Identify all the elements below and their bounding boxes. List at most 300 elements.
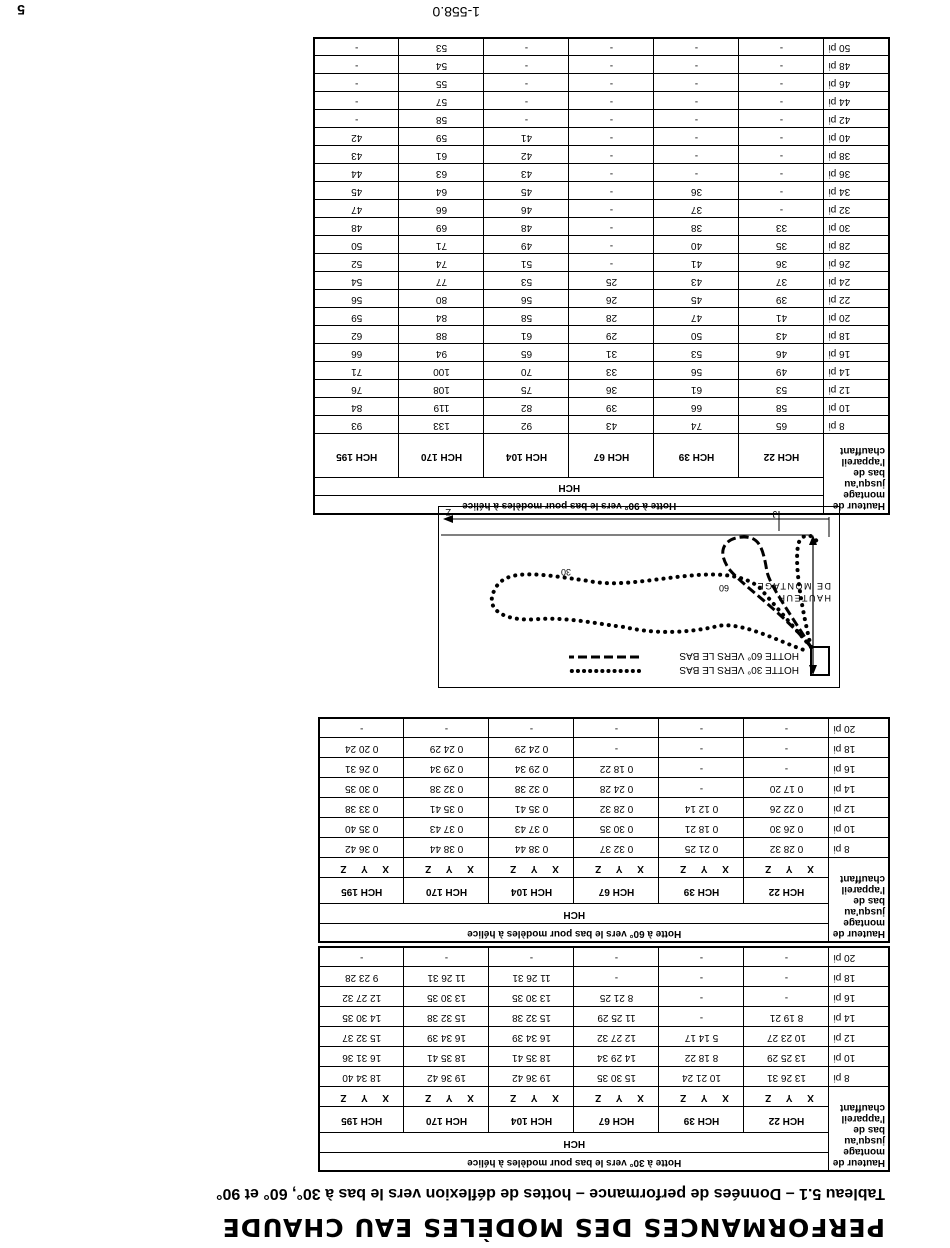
table-cell: 0 20 24 bbox=[319, 738, 404, 758]
model-header: HCH 39 bbox=[654, 434, 739, 478]
table-cell: 8 19 21 bbox=[744, 1007, 829, 1027]
model-header: HCH 170 bbox=[404, 1107, 489, 1133]
table-cell: 43 bbox=[484, 164, 569, 182]
row-height-label: 24 pi bbox=[824, 272, 889, 290]
row-height-label: 10 pi bbox=[824, 398, 889, 416]
table-cell: 0 17 20 bbox=[744, 778, 829, 798]
table-row bbox=[319, 1047, 889, 1067]
table-cell: - bbox=[654, 38, 739, 56]
hch-header: HCH bbox=[314, 478, 824, 496]
table-cell: - bbox=[569, 218, 654, 236]
row-height-label: 32 pi bbox=[824, 200, 889, 218]
hch-header: HCH bbox=[319, 1133, 829, 1153]
xyz-header: X Y Z bbox=[319, 1087, 404, 1107]
table-row bbox=[314, 416, 889, 434]
table-cell: 58 bbox=[484, 308, 569, 326]
table-cell: - bbox=[654, 164, 739, 182]
table-row bbox=[319, 967, 889, 987]
table-cell: 13 30 35 bbox=[404, 987, 489, 1007]
table-cell: 53 bbox=[654, 344, 739, 362]
row-height-label: 20 pi bbox=[829, 947, 889, 967]
table-cell: 119 bbox=[399, 398, 484, 416]
table-cell: 38 bbox=[654, 218, 739, 236]
table-cell: 56 bbox=[484, 290, 569, 308]
model-header: HCH 22 bbox=[739, 434, 824, 478]
table-cell: 70 bbox=[484, 362, 569, 380]
table-cell: 0 37 43 bbox=[489, 818, 574, 838]
table-cell: 37 bbox=[739, 272, 824, 290]
table-row bbox=[314, 110, 889, 128]
model-header: HCH 67 bbox=[569, 434, 654, 478]
table-cell: 11 26 31 bbox=[404, 967, 489, 987]
xyz-header: X Y Z bbox=[574, 858, 659, 878]
table-cell: 0 28 32 bbox=[744, 838, 829, 858]
table-row bbox=[319, 798, 889, 818]
table-cell: - bbox=[484, 110, 569, 128]
mount-label-2: DE MONTAGE bbox=[756, 581, 831, 591]
dim-z-label: Z bbox=[445, 507, 451, 517]
row-height-label: 12 pi bbox=[824, 380, 889, 398]
table-cell: 74 bbox=[399, 254, 484, 272]
table-cell: - bbox=[739, 74, 824, 92]
table-cell: 0 21 25 bbox=[659, 838, 744, 858]
table-cell: - bbox=[569, 128, 654, 146]
table-cell: - bbox=[659, 718, 744, 738]
xyz-header: X Y Z bbox=[489, 858, 574, 878]
model-header: HCH 195 bbox=[314, 434, 399, 478]
table-cell: - bbox=[319, 947, 404, 967]
table-cell: - bbox=[569, 74, 654, 92]
table-cell: 61 bbox=[654, 380, 739, 398]
table-cell: 65 bbox=[739, 416, 824, 434]
table-cell: - bbox=[739, 110, 824, 128]
table-cell: 16 31 36 bbox=[319, 1047, 404, 1067]
xyz-header: X Y Z bbox=[659, 1087, 744, 1107]
table-90-degree bbox=[313, 37, 890, 515]
table-row bbox=[319, 1027, 889, 1047]
model-header: HCH 170 bbox=[404, 878, 489, 904]
table-row bbox=[314, 218, 889, 236]
table-cell: 36 bbox=[739, 254, 824, 272]
table-cell: 0 26 31 bbox=[319, 758, 404, 778]
table-cell: 31 bbox=[569, 344, 654, 362]
table-cell: 108 bbox=[399, 380, 484, 398]
table-cell: 75 bbox=[484, 380, 569, 398]
xyz-header: X Y Z bbox=[744, 858, 829, 878]
table-cell: 64 bbox=[399, 182, 484, 200]
table-cell: - bbox=[574, 947, 659, 967]
table-cell: - bbox=[569, 236, 654, 254]
table-row bbox=[314, 236, 889, 254]
table-cell: 41 bbox=[484, 128, 569, 146]
row-height-label: 44 pi bbox=[824, 92, 889, 110]
table-row bbox=[319, 718, 889, 738]
mount-height-label: Hauteur de montage jusqu'au bas de l'appareil chauffant bbox=[824, 434, 889, 514]
row-height-label: 8 pi bbox=[824, 416, 889, 434]
table-cell: 0 30 35 bbox=[574, 818, 659, 838]
table-cell: 0 24 28 bbox=[574, 778, 659, 798]
table-cell: 51 bbox=[484, 254, 569, 272]
table-cell: 10 23 27 bbox=[744, 1027, 829, 1047]
table-cell: 13 26 31 bbox=[744, 1067, 829, 1087]
table-cell: 76 bbox=[314, 380, 399, 398]
table-cell: 9 23 28 bbox=[319, 967, 404, 987]
table-cell: 0 38 44 bbox=[489, 838, 574, 858]
table-row bbox=[319, 818, 889, 838]
model-header: HCH 104 bbox=[484, 434, 569, 478]
table-cell: 56 bbox=[314, 290, 399, 308]
table-cell: 15 32 38 bbox=[404, 1007, 489, 1027]
table-cell: 0 32 38 bbox=[404, 778, 489, 798]
table-cell: 0 30 35 bbox=[319, 778, 404, 798]
table-cell: - bbox=[654, 92, 739, 110]
table-cell: 8 18 22 bbox=[659, 1047, 744, 1067]
table-cell: 26 bbox=[569, 290, 654, 308]
table-caption: Hotte à 60° vers le bas pour modèles à hélice bbox=[319, 924, 829, 942]
table-cell: - bbox=[314, 110, 399, 128]
table-cell: - bbox=[404, 947, 489, 967]
table-row bbox=[314, 326, 889, 344]
table-cell: 0 35 41 bbox=[404, 798, 489, 818]
table-cell: - bbox=[744, 718, 829, 738]
table-cell: - bbox=[484, 38, 569, 56]
table-cell: 35 bbox=[739, 236, 824, 254]
table-cell: 40 bbox=[654, 236, 739, 254]
xyz-header: X Y Z bbox=[319, 858, 404, 878]
table-cell: 49 bbox=[739, 362, 824, 380]
table-cell: - bbox=[314, 38, 399, 56]
table-cell: 0 24 29 bbox=[404, 738, 489, 758]
model-header: HCH 195 bbox=[319, 878, 404, 904]
table-cell: 57 bbox=[399, 92, 484, 110]
row-height-label: 8 pi bbox=[829, 1067, 889, 1087]
table-cell: 43 bbox=[654, 272, 739, 290]
table-cell: 47 bbox=[314, 200, 399, 218]
xyz-header: X Y Z bbox=[744, 1087, 829, 1107]
row-height-label: 46 pi bbox=[824, 74, 889, 92]
row-height-label: 12 pi bbox=[829, 798, 889, 818]
table-cell: - bbox=[484, 92, 569, 110]
table-cell: 14 30 35 bbox=[319, 1007, 404, 1027]
table-cell: - bbox=[744, 738, 829, 758]
model-header: HCH 67 bbox=[574, 1107, 659, 1133]
table-row bbox=[314, 128, 889, 146]
table-cell: 0 32 38 bbox=[489, 778, 574, 798]
table-cell: 0 37 43 bbox=[404, 818, 489, 838]
table-cell: 11 26 31 bbox=[489, 967, 574, 987]
model-header: HCH 195 bbox=[319, 1107, 404, 1133]
table-cell: 10 21 24 bbox=[659, 1067, 744, 1087]
row-height-label: 28 pi bbox=[824, 236, 889, 254]
table-cell: - bbox=[659, 738, 744, 758]
table-cell: - bbox=[569, 146, 654, 164]
mount-height-label: Hauteur de montage jusqu'au bas de l'appareil chauffant bbox=[829, 1087, 889, 1171]
table-cell: 13 25 29 bbox=[744, 1047, 829, 1067]
table-cell: 0 35 40 bbox=[319, 818, 404, 838]
row-height-label: 48 pi bbox=[824, 56, 889, 74]
model-header: HCH 67 bbox=[574, 878, 659, 904]
table-cell: 80 bbox=[399, 290, 484, 308]
table-cell: 58 bbox=[399, 110, 484, 128]
table-cell: 39 bbox=[739, 290, 824, 308]
table-cell: - bbox=[569, 164, 654, 182]
table-cell: - bbox=[574, 967, 659, 987]
model-header: HCH 104 bbox=[489, 878, 574, 904]
table-row bbox=[314, 362, 889, 380]
model-header: HCH 22 bbox=[744, 1107, 829, 1133]
row-height-label: 8 pi bbox=[829, 838, 889, 858]
row-height-label: 16 pi bbox=[824, 344, 889, 362]
table-cell: - bbox=[744, 758, 829, 778]
table-cell: - bbox=[489, 947, 574, 967]
table-cell: 0 26 30 bbox=[744, 818, 829, 838]
model-header: HCH 39 bbox=[659, 1107, 744, 1133]
table-cell: 19 36 42 bbox=[404, 1067, 489, 1087]
table-cell: - bbox=[744, 967, 829, 987]
table-cell: 93 bbox=[314, 416, 399, 434]
row-height-label: 10 pi bbox=[829, 1047, 889, 1067]
table-60-degree bbox=[318, 717, 890, 943]
table-cell: 13 30 35 bbox=[489, 987, 574, 1007]
table-row bbox=[314, 56, 889, 74]
table-cell: 0 29 34 bbox=[404, 758, 489, 778]
table-cell: 11 25 29 bbox=[574, 1007, 659, 1027]
legend-60: HOTTE 60° VERS LE BAS bbox=[679, 650, 799, 661]
table-cell: 46 bbox=[484, 200, 569, 218]
table-cell: - bbox=[659, 778, 744, 798]
dim-j-label: J bbox=[772, 509, 777, 519]
table-cell: 54 bbox=[399, 56, 484, 74]
table-cell: 47 bbox=[654, 308, 739, 326]
table-cell: 52 bbox=[314, 254, 399, 272]
table-cell: 48 bbox=[314, 218, 399, 236]
table-cell: 39 bbox=[569, 398, 654, 416]
table-cell: - bbox=[659, 987, 744, 1007]
table-row bbox=[314, 92, 889, 110]
table-cell: 0 24 29 bbox=[489, 738, 574, 758]
row-height-label: 22 pi bbox=[824, 290, 889, 308]
mount-height-label: Hauteur de montage jusqu'au bas de l'appareil chauffant bbox=[829, 858, 889, 942]
row-height-label: 50 pi bbox=[824, 38, 889, 56]
table-row bbox=[314, 146, 889, 164]
row-height-label: 14 pi bbox=[829, 1007, 889, 1027]
table-cell: - bbox=[654, 74, 739, 92]
table-cell: 53 bbox=[399, 38, 484, 56]
table-cell: 88 bbox=[399, 326, 484, 344]
table-cell: 41 bbox=[654, 254, 739, 272]
table-cell: 14 29 34 bbox=[574, 1047, 659, 1067]
table-cell: 42 bbox=[484, 146, 569, 164]
table-cell: 45 bbox=[484, 182, 569, 200]
table-cell: 0 35 41 bbox=[489, 798, 574, 818]
table-cell: 0 18 21 bbox=[659, 818, 744, 838]
row-height-label: 30 pi bbox=[824, 218, 889, 236]
table-cell: 63 bbox=[399, 164, 484, 182]
table-cell: 19 36 42 bbox=[489, 1067, 574, 1087]
table-cell: - bbox=[574, 738, 659, 758]
table-row bbox=[314, 164, 889, 182]
table-row bbox=[319, 738, 889, 758]
table-cell: - bbox=[739, 92, 824, 110]
table-cell: 43 bbox=[569, 416, 654, 434]
table-cell: - bbox=[654, 146, 739, 164]
table-cell: 66 bbox=[399, 200, 484, 218]
table-cell: 0 32 37 bbox=[574, 838, 659, 858]
table-cell: 18 35 41 bbox=[404, 1047, 489, 1067]
table-cell: - bbox=[739, 146, 824, 164]
angle-30-label: 30 bbox=[560, 567, 571, 577]
table-cell: - bbox=[659, 947, 744, 967]
table-row bbox=[319, 778, 889, 798]
row-height-label: 14 pi bbox=[829, 778, 889, 798]
table-cell: 37 bbox=[654, 200, 739, 218]
table-cell: 5 14 17 bbox=[659, 1027, 744, 1047]
table-cell: 71 bbox=[314, 362, 399, 380]
table-row bbox=[314, 344, 889, 362]
table-subtitle: Tableau 5.1 – Données de performance – hottes de déflexion vers le bas à 30°, 60° et 90° bbox=[216, 1185, 885, 1202]
table-row bbox=[319, 1067, 889, 1087]
table-30-degree bbox=[318, 946, 890, 1172]
table-cell: 43 bbox=[739, 326, 824, 344]
hch-header: HCH bbox=[319, 904, 829, 924]
table-cell: 45 bbox=[654, 290, 739, 308]
table-row bbox=[319, 947, 889, 967]
table-cell: 29 bbox=[569, 326, 654, 344]
legend-30: HOTTE 30° VERS LE BAS bbox=[679, 664, 799, 675]
table-cell: - bbox=[654, 110, 739, 128]
table-caption: Hotte à 90° vers le bas pour modèles à hélice bbox=[314, 496, 824, 514]
table-cell: 0 12 14 bbox=[659, 798, 744, 818]
table-cell: 69 bbox=[399, 218, 484, 236]
table-cell: 18 35 41 bbox=[489, 1047, 574, 1067]
row-height-label: 18 pi bbox=[824, 326, 889, 344]
table-row bbox=[319, 1007, 889, 1027]
table-cell: 84 bbox=[314, 398, 399, 416]
model-header: HCH 104 bbox=[489, 1107, 574, 1133]
table-cell: 84 bbox=[399, 308, 484, 326]
table-cell: 66 bbox=[654, 398, 739, 416]
table-cell: - bbox=[654, 128, 739, 146]
table-cell: 16 34 39 bbox=[489, 1027, 574, 1047]
table-cell: 62 bbox=[314, 326, 399, 344]
table-cell: 0 22 26 bbox=[744, 798, 829, 818]
table-cell: 0 29 34 bbox=[489, 758, 574, 778]
table-cell: 44 bbox=[314, 164, 399, 182]
table-cell: - bbox=[319, 718, 404, 738]
page-title: PERFORMANCES DES MODÈLES EAU CHAUDE bbox=[221, 1213, 885, 1242]
row-height-label: 34 pi bbox=[824, 182, 889, 200]
table-cell: 50 bbox=[654, 326, 739, 344]
row-height-label: 36 pi bbox=[824, 164, 889, 182]
table-row bbox=[314, 182, 889, 200]
table-cell: 0 38 44 bbox=[404, 838, 489, 858]
table-row bbox=[314, 200, 889, 218]
deflection-diagram bbox=[438, 506, 840, 688]
table-cell: 74 bbox=[654, 416, 739, 434]
table-cell: 48 bbox=[484, 218, 569, 236]
table-cell: - bbox=[659, 1007, 744, 1027]
table-cell: 55 bbox=[399, 74, 484, 92]
table-cell: 0 33 38 bbox=[319, 798, 404, 818]
row-height-label: 14 pi bbox=[824, 362, 889, 380]
table-cell: 41 bbox=[739, 308, 824, 326]
table-cell: 94 bbox=[399, 344, 484, 362]
table-cell: - bbox=[569, 182, 654, 200]
table-cell: 49 bbox=[484, 236, 569, 254]
table-row bbox=[314, 398, 889, 416]
table-row bbox=[319, 838, 889, 858]
table-cell: 8 21 25 bbox=[574, 987, 659, 1007]
table-cell: 65 bbox=[484, 344, 569, 362]
table-cell: 61 bbox=[399, 146, 484, 164]
table-cell: - bbox=[484, 74, 569, 92]
row-height-label: 12 pi bbox=[829, 1027, 889, 1047]
table-caption: Hotte à 30° vers le bas pour modèles à hélice bbox=[319, 1153, 829, 1171]
angle-60-label: 60 bbox=[718, 583, 729, 593]
row-height-label: 26 pi bbox=[824, 254, 889, 272]
xyz-header: X Y Z bbox=[404, 1087, 489, 1107]
table-cell: - bbox=[654, 56, 739, 74]
table-cell: 33 bbox=[569, 362, 654, 380]
table-cell: 77 bbox=[399, 272, 484, 290]
table-cell: 28 bbox=[569, 308, 654, 326]
model-header: HCH 170 bbox=[399, 434, 484, 478]
table-cell: - bbox=[739, 56, 824, 74]
table-cell: - bbox=[739, 200, 824, 218]
table-cell: 15 32 37 bbox=[319, 1027, 404, 1047]
table-cell: - bbox=[739, 38, 824, 56]
table-cell: - bbox=[739, 182, 824, 200]
table-cell: 58 bbox=[739, 398, 824, 416]
table-cell: 15 30 35 bbox=[574, 1067, 659, 1087]
table-row bbox=[314, 254, 889, 272]
table-cell: 53 bbox=[484, 272, 569, 290]
table-row bbox=[319, 987, 889, 1007]
table-cell: 92 bbox=[484, 416, 569, 434]
pattern-60-outline bbox=[723, 537, 811, 647]
row-height-label: 20 pi bbox=[829, 718, 889, 738]
table-row bbox=[314, 308, 889, 326]
row-height-label: 38 pi bbox=[824, 146, 889, 164]
table-cell: - bbox=[659, 967, 744, 987]
xyz-header: X Y Z bbox=[489, 1087, 574, 1107]
row-height-label: 16 pi bbox=[829, 987, 889, 1007]
table-cell: - bbox=[314, 56, 399, 74]
table-cell: 12 27 32 bbox=[319, 987, 404, 1007]
xyz-header: X Y Z bbox=[574, 1087, 659, 1107]
row-height-label: 20 pi bbox=[824, 308, 889, 326]
table-cell: 15 32 38 bbox=[489, 1007, 574, 1027]
row-height-label: 40 pi bbox=[824, 128, 889, 146]
table-cell: - bbox=[574, 718, 659, 738]
table-cell: 133 bbox=[399, 416, 484, 434]
table-cell: 0 36 42 bbox=[319, 838, 404, 858]
xyz-header: X Y Z bbox=[404, 858, 489, 878]
table-cell: 56 bbox=[654, 362, 739, 380]
row-height-label: 10 pi bbox=[829, 818, 889, 838]
table-cell: 59 bbox=[314, 308, 399, 326]
table-cell: - bbox=[314, 92, 399, 110]
table-cell: 18 34 40 bbox=[319, 1067, 404, 1087]
mount-label-1: HAUTEUR bbox=[776, 593, 831, 603]
table-cell: 71 bbox=[399, 236, 484, 254]
table-row bbox=[319, 758, 889, 778]
row-height-label: 18 pi bbox=[829, 738, 889, 758]
table-row bbox=[314, 272, 889, 290]
table-row bbox=[314, 380, 889, 398]
table-cell: - bbox=[569, 56, 654, 74]
diagram-svg bbox=[439, 507, 839, 687]
